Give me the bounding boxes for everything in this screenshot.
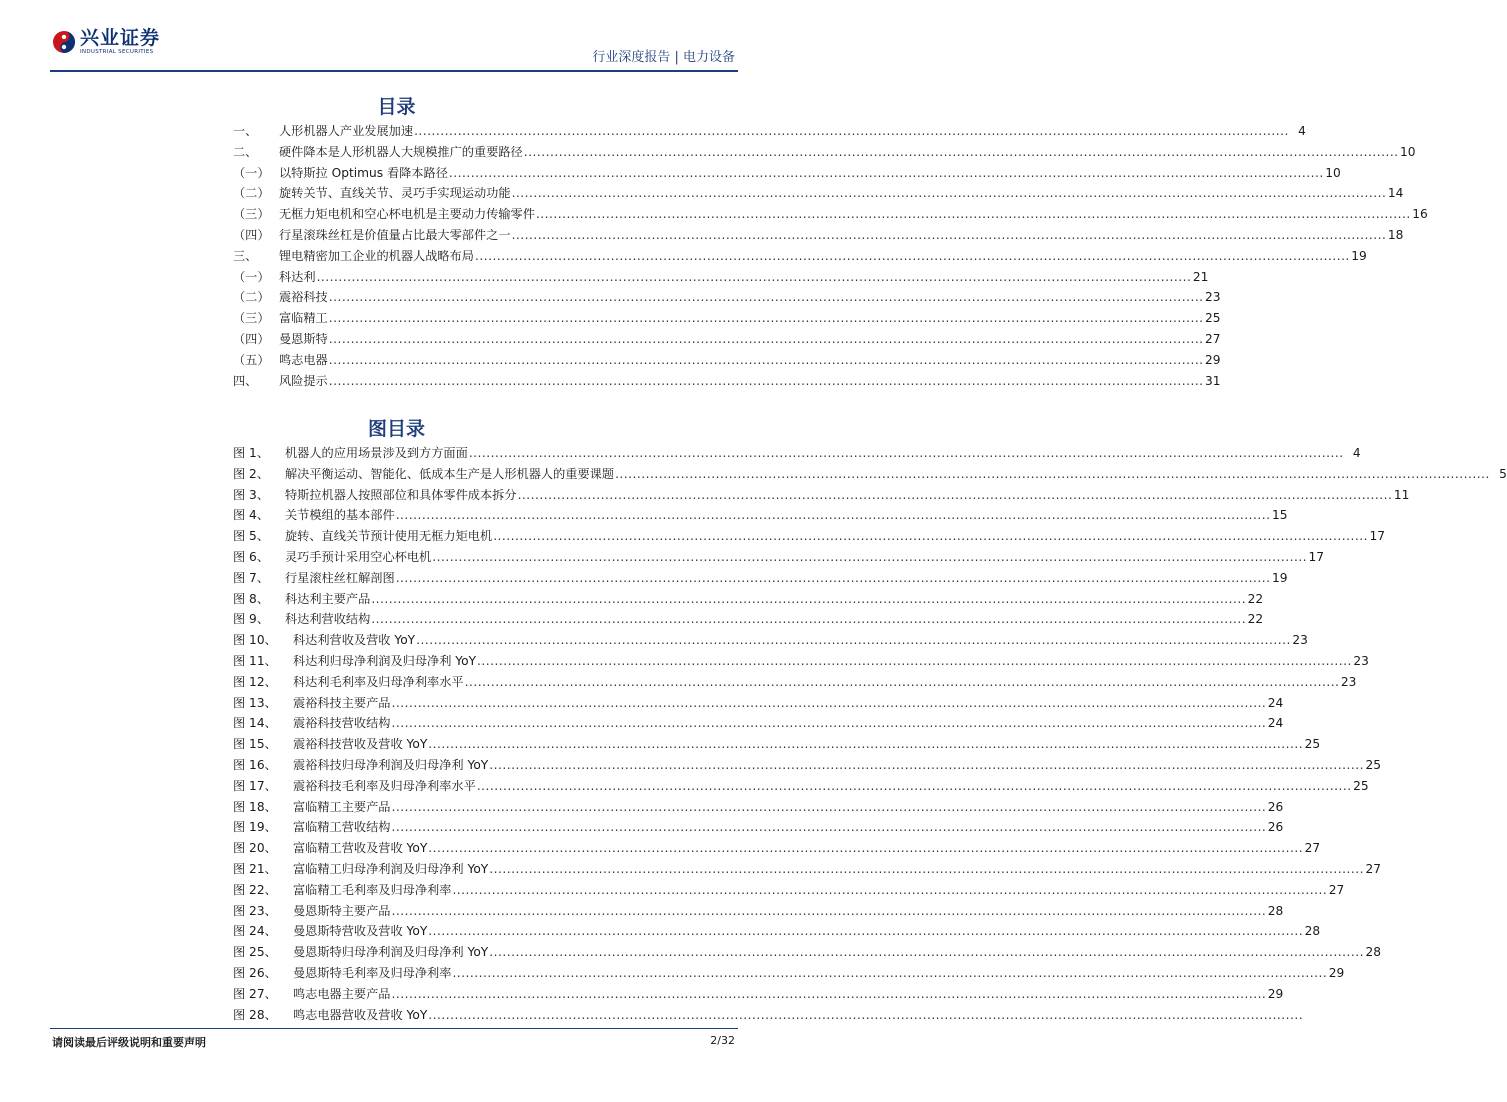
- toc-item-number: （三）: [233, 207, 270, 222]
- figure-item-number: 图 27、: [233, 986, 277, 1001]
- logo-mark-icon: [52, 30, 76, 54]
- figure-item-number: 图 9、: [233, 612, 270, 627]
- figure-list-title: 图目录: [367, 418, 425, 440]
- figure-item-number: 图 22、: [233, 882, 277, 897]
- figure-item-number: 图 25、: [233, 945, 277, 960]
- toc-item-title: 风险提示: [279, 373, 328, 388]
- toc-item-title: 震裕科技: [279, 290, 328, 305]
- toc-item[interactable]: [233, 350, 1221, 371]
- toc-item-number: （五）: [233, 352, 270, 367]
- toc-item-number: （四）: [233, 227, 270, 242]
- toc-item-page: 10: [1400, 144, 1416, 159]
- figure-item[interactable]: [233, 693, 1284, 714]
- header-divider: [50, 70, 738, 72]
- toc-item-title: 鸣志电器: [279, 352, 328, 367]
- figure-item-title: 关节模组的基本部件: [285, 508, 395, 523]
- figure-item-leader-dots: ........................................................................................................................................................................................................: [428, 737, 1304, 752]
- toc-item-number: 四、: [233, 373, 258, 388]
- toc-item-leader-dots: ........................................................................................................................................................................................................: [511, 227, 1387, 242]
- figure-item[interactable]: [233, 734, 1321, 755]
- toc-item-leader-dots: ........................................................................................................................................................................................................: [523, 144, 1399, 159]
- figure-item[interactable]: [233, 651, 1369, 672]
- toc-item[interactable]: [233, 308, 1221, 329]
- figure-item-page: 25: [1304, 737, 1321, 752]
- figure-item-number: 图 18、: [233, 799, 277, 814]
- figure-item-leader-dots: ........................................................................................................................................................................................................: [371, 612, 1247, 627]
- toc-item-title: 硬件降本是人形机器人大规模推广的重要路径: [279, 144, 523, 159]
- toc-item[interactable]: [233, 163, 1341, 184]
- figure-item-page: 11: [1393, 487, 1410, 502]
- figure-item-page: 23: [1340, 674, 1357, 689]
- figure-item-leader-dots: ........................................................................................................................................................................................................: [468, 446, 1344, 460]
- figure-item-number: 图 17、: [233, 778, 277, 793]
- figure-item-page: 19: [1271, 570, 1288, 585]
- figure-item-page: 15: [1271, 508, 1288, 523]
- toc-item-page: 27: [1205, 331, 1221, 346]
- figure-item-title: 特斯拉机器人按照部位和具体零件成本拆分: [285, 487, 517, 502]
- figure-item-leader-dots: ........................................................................................................................................................................................................: [489, 945, 1365, 960]
- toc-item-page: 23: [1205, 290, 1221, 305]
- figure-item[interactable]: [233, 984, 1284, 1005]
- toc-item[interactable]: [233, 267, 1209, 288]
- figure-item-page: 24: [1267, 695, 1284, 710]
- figure-item-leader-dots: ........................................................................................................................................................................................................: [391, 820, 1267, 835]
- figure-item-number: 图 8、: [233, 591, 270, 606]
- toc-item-page: 25: [1205, 311, 1221, 326]
- figure-item[interactable]: [233, 859, 1382, 880]
- toc-list: [233, 121, 1428, 391]
- figure-item-number: 图 20、: [233, 841, 277, 856]
- toc-item-page: 31: [1205, 373, 1221, 388]
- figure-item-leader-dots: ........................................................................................................................................................................................................: [395, 570, 1271, 585]
- figure-item-page: 24: [1267, 716, 1284, 731]
- figure-item-number: 图 11、: [233, 653, 277, 668]
- figure-item-title: 曼恩斯特毛利率及归母净利率: [293, 965, 452, 980]
- figure-item[interactable]: [233, 443, 1361, 464]
- figure-item[interactable]: [233, 526, 1385, 547]
- figure-item-leader-dots: ........................................................................................................................................................................................................: [391, 799, 1267, 814]
- figure-item[interactable]: [233, 464, 1507, 485]
- figure-item[interactable]: [233, 942, 1382, 963]
- figure-item-number: 图 6、: [233, 549, 270, 564]
- toc-item-number: （二）: [233, 186, 270, 201]
- figure-list: [233, 443, 1507, 1025]
- figure-item-title: 曼恩斯特归母净利润及归母净利 YoY: [293, 945, 489, 960]
- toc-item-page: 21: [1192, 269, 1209, 284]
- figure-item-page: 27: [1365, 861, 1382, 876]
- figure-item-page: 27: [1328, 882, 1345, 897]
- toc-item-number: （一）: [233, 269, 270, 284]
- figure-item-title: 富临精工毛利率及归母净利率: [293, 882, 452, 897]
- figure-item-page: 17: [1308, 549, 1325, 564]
- figure-item-page: 29: [1267, 986, 1284, 1001]
- figure-item-title: 富临精工营收及营收 YoY: [293, 841, 428, 856]
- figure-item[interactable]: [233, 589, 1264, 610]
- toc-item-title: 无框力矩电机和空心杯电机是主要动力传输零件: [279, 207, 535, 222]
- figure-item-page: 4: [1352, 446, 1361, 460]
- figure-item-title: 鸣志电器营收及营收 YoY: [293, 1007, 428, 1022]
- figure-item-page: 23: [1353, 653, 1369, 668]
- toc-item-page: 18: [1387, 227, 1404, 242]
- figure-item-leader-dots: ........................................................................................................................................................................................................: [489, 861, 1365, 876]
- figure-item[interactable]: [233, 901, 1284, 922]
- figure-item-title: 震裕科技毛利率及归母净利率水平: [293, 778, 476, 793]
- figure-item[interactable]: [233, 838, 1321, 859]
- logo-english-name: INDUSTRIAL SECURITIES: [80, 49, 154, 55]
- figure-item-title: 富临精工主要产品: [293, 799, 391, 814]
- toc-item[interactable]: [233, 329, 1221, 350]
- figure-item-page: 29: [1328, 965, 1345, 980]
- figure-item-leader-dots: ........................................................................................................................................................................................................: [428, 924, 1304, 939]
- toc-item-title: 锂电精密加工企业的机器人战略布局: [279, 248, 474, 263]
- toc-item-leader-dots: ........................................................................................................................................................................................................: [511, 186, 1387, 201]
- figure-item-title: 科达利营收结构: [285, 612, 371, 627]
- toc-item[interactable]: [233, 204, 1428, 225]
- figure-item-leader-dots: ........................................................................................................................................................................................................: [517, 487, 1393, 502]
- toc-item-page: 29: [1205, 352, 1221, 367]
- figure-item[interactable]: [233, 1005, 1304, 1026]
- figure-item-number: 图 7、: [233, 570, 270, 585]
- figure-item-title: 曼恩斯特主要产品: [293, 903, 391, 918]
- figure-item[interactable]: [233, 568, 1288, 589]
- figure-item-page: 25: [1353, 778, 1369, 793]
- figure-item-number: 图 5、: [233, 529, 270, 544]
- toc-item-leader-dots: ........................................................................................................................................................................................................: [316, 269, 1192, 284]
- figure-item-leader-dots: ........................................................................................................................................................................................................: [489, 757, 1365, 772]
- toc-item-number: 三、: [233, 248, 258, 263]
- toc-item[interactable]: [233, 183, 1404, 204]
- toc-item-title: 曼恩斯特: [279, 331, 328, 346]
- figure-item-number: 图 10、: [233, 633, 277, 648]
- figure-item[interactable]: [233, 505, 1288, 526]
- toc-item-leader-dots: ........................................................................................................................................................................................................: [328, 331, 1204, 346]
- figure-item-title: 曼恩斯特营收及营收 YoY: [293, 924, 428, 939]
- figure-item-number: 图 4、: [233, 508, 270, 523]
- figure-item-leader-dots: ........................................................................................................................................................................................................: [371, 591, 1247, 606]
- figure-item-leader-dots: ........................................................................................................................................................................................................: [428, 841, 1304, 856]
- figure-item-page: 17: [1369, 529, 1385, 544]
- figure-item-title: 震裕科技营收及营收 YoY: [293, 737, 428, 752]
- figure-item[interactable]: [233, 672, 1357, 693]
- toc-item[interactable]: [233, 142, 1416, 163]
- figure-item-title: 机器人的应用场景涉及到方方面面: [285, 446, 468, 460]
- toc-item-leader-dots: ........................................................................................................................................................................................................: [414, 124, 1289, 138]
- toc-item-number: （一）: [233, 165, 270, 180]
- figure-item[interactable]: [233, 880, 1345, 901]
- figure-item-page: 28: [1267, 903, 1284, 918]
- toc-item[interactable]: [233, 246, 1367, 267]
- figure-item-number: 图 24、: [233, 924, 277, 939]
- toc-item-leader-dots: ........................................................................................................................................................................................................: [328, 311, 1204, 326]
- figure-item-number: 图 16、: [233, 757, 277, 772]
- figure-item[interactable]: [233, 755, 1382, 776]
- figure-item-page: 26: [1267, 820, 1284, 835]
- toc-item-page: 19: [1351, 248, 1367, 263]
- figure-item-title: 旋转、直线关节预计使用无框力矩电机: [285, 529, 493, 544]
- figure-item-page: 26: [1267, 799, 1284, 814]
- figure-item-leader-dots: ........................................................................................................................................................................................................: [615, 466, 1490, 481]
- figure-item-leader-dots: ........................................................................................................................................................................................................: [391, 695, 1267, 710]
- figure-item-title: 灵巧手预计采用空心杯电机: [285, 549, 432, 564]
- figure-item-page: 23: [1292, 633, 1308, 648]
- company-logo: [52, 28, 160, 56]
- toc-item-number: （二）: [233, 290, 270, 305]
- figure-item-leader-dots: ........................................................................................................................................................................................................: [493, 529, 1368, 544]
- figure-item-leader-dots: ........................................................................................................................................................................................................: [416, 633, 1291, 648]
- figure-item-leader-dots: ........................................................................................................................................................................................................: [391, 903, 1267, 918]
- toc-item-page: 16: [1412, 207, 1428, 222]
- toc-item-title: 人形机器人产业发展加速: [279, 124, 414, 138]
- figure-item-number: 图 14、: [233, 716, 277, 731]
- toc-item-page: 10: [1325, 165, 1341, 180]
- figure-item-number: 图 23、: [233, 903, 277, 918]
- figure-item-title: 富临精工归母净利润及归母净利 YoY: [293, 861, 489, 876]
- toc-item[interactable]: [233, 225, 1404, 246]
- figure-item-number: 图 2、: [233, 466, 270, 481]
- toc-item-title: 行星滚珠丝杠是价值量占比最大零部件之一: [279, 227, 511, 242]
- toc-item-page: 4: [1298, 124, 1306, 138]
- figure-item[interactable]: [233, 963, 1345, 984]
- figure-item-leader-dots: ........................................................................................................................................................................................................: [428, 1007, 1304, 1022]
- figure-item[interactable]: [233, 547, 1325, 568]
- figure-item-leader-dots: ........................................................................................................................................................................................................: [477, 653, 1352, 668]
- page-number: 2/32: [710, 1034, 735, 1047]
- figure-item-number: 图 28、: [233, 1007, 277, 1022]
- figure-item-title: 震裕科技主要产品: [293, 695, 391, 710]
- toc-item[interactable]: [233, 121, 1306, 142]
- figure-item-title: 震裕科技归母净利润及归母净利 YoY: [293, 757, 489, 772]
- toc-item-leader-dots: ........................................................................................................................................................................................................: [328, 352, 1204, 367]
- figure-item-number: 图 1、: [233, 446, 270, 460]
- figure-item[interactable]: [233, 797, 1284, 818]
- footer-disclaimer: 请阅读最后评级说明和重要声明: [52, 1036, 206, 1049]
- figure-item-page: 22: [1247, 612, 1264, 627]
- figure-item-leader-dots: ........................................................................................................................................................................................................: [452, 882, 1328, 897]
- report-category: 行业深度报告 | 电力设备: [592, 50, 735, 65]
- figure-item-title: 鸣志电器主要产品: [293, 986, 391, 1001]
- figure-item-leader-dots: ........................................................................................................................................................................................................: [395, 508, 1271, 523]
- figure-item-number: 图 26、: [233, 965, 277, 980]
- toc-title: 目录: [377, 96, 416, 118]
- figure-item-number: 图 21、: [233, 861, 277, 876]
- figure-item[interactable]: [233, 776, 1369, 797]
- figure-item-title: 科达利归母净利润及归母净利 YoY: [293, 653, 477, 668]
- figure-item-title: 解决平衡运动、智能化、低成本生产是人形机器人的重要课题: [285, 466, 615, 481]
- footer-divider: [50, 1028, 738, 1029]
- toc-item-title: 旋转关节、直线关节、灵巧手实现运动功能: [279, 186, 511, 201]
- toc-item-number: （四）: [233, 331, 270, 346]
- figure-item-page: 28: [1304, 924, 1321, 939]
- figure-item[interactable]: [233, 609, 1264, 630]
- toc-item-leader-dots: ........................................................................................................................................................................................................: [328, 290, 1204, 305]
- toc-item-leader-dots: ........................................................................................................................................................................................................: [535, 207, 1411, 222]
- toc-item-title: 以特斯拉 Optimus 看降本路径: [279, 165, 448, 180]
- figure-item-title: 科达利营收及营收 YoY: [293, 633, 416, 648]
- figure-item-number: 图 12、: [233, 674, 277, 689]
- figure-item-number: 图 3、: [233, 487, 270, 502]
- figure-item-page: 5: [1499, 466, 1507, 481]
- figure-item[interactable]: [233, 713, 1284, 734]
- figure-item-title: 科达利毛利率及归母净利率水平: [293, 674, 464, 689]
- figure-item-leader-dots: ........................................................................................................................................................................................................: [391, 716, 1267, 731]
- figure-item-title: 富临精工营收结构: [293, 820, 391, 835]
- toc-item-number: 二、: [233, 144, 258, 159]
- figure-item-page: 28: [1365, 945, 1382, 960]
- figure-item-number: 图 19、: [233, 820, 277, 835]
- page-header: [0, 0, 793, 72]
- figure-item-number: 图 15、: [233, 737, 277, 752]
- toc-item-number: （三）: [233, 311, 270, 326]
- figure-item-title: 行星滚柱丝杠解剖图: [285, 570, 395, 585]
- figure-item[interactable]: [233, 921, 1321, 942]
- figure-item-title: 科达利主要产品: [285, 591, 371, 606]
- toc-item-title: 科达利: [279, 269, 316, 284]
- figure-item-page: 27: [1304, 841, 1321, 856]
- toc-item-leader-dots: ........................................................................................................................................................................................................: [475, 248, 1350, 263]
- figure-item[interactable]: [233, 630, 1308, 651]
- figure-item-page: 25: [1365, 757, 1382, 772]
- figure-item[interactable]: [233, 485, 1410, 506]
- toc-item-title: 富临精工: [279, 311, 328, 326]
- figure-item-leader-dots: ........................................................................................................................................................................................................: [391, 986, 1267, 1001]
- figure-item-leader-dots: ........................................................................................................................................................................................................: [476, 778, 1352, 793]
- figure-item-leader-dots: ........................................................................................................................................................................................................: [464, 674, 1340, 689]
- logo-chinese-name: 兴业证券: [80, 27, 161, 49]
- figure-item-leader-dots: ........................................................................................................................................................................................................: [432, 549, 1308, 564]
- toc-item-number: 一、: [233, 124, 258, 138]
- figure-item-page: 22: [1247, 591, 1264, 606]
- figure-item-leader-dots: ........................................................................................................................................................................................................: [452, 965, 1328, 980]
- toc-item-leader-dots: ........................................................................................................................................................................................................: [448, 165, 1324, 180]
- toc-item[interactable]: [233, 287, 1221, 308]
- toc-item-page: 14: [1387, 186, 1404, 201]
- figure-item-title: 震裕科技营收结构: [293, 716, 391, 731]
- figure-item-number: 图 13、: [233, 695, 277, 710]
- figure-item[interactable]: [233, 817, 1284, 838]
- toc-item-leader-dots: ........................................................................................................................................................................................................: [328, 373, 1204, 388]
- toc-item[interactable]: [233, 371, 1221, 392]
